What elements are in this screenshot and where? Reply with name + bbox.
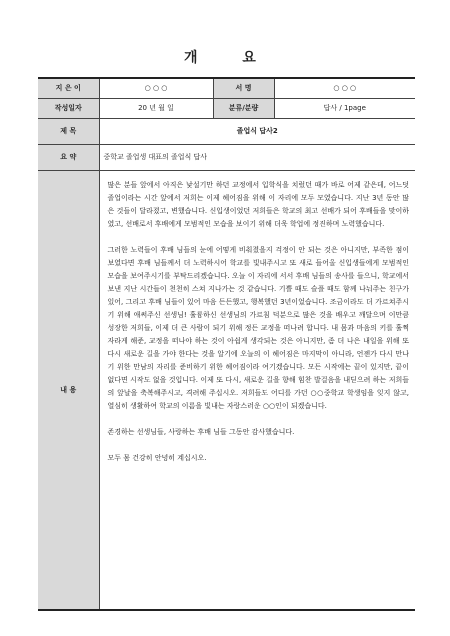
content-paragraph: 그러한 노력들이 후배 님들의 눈에 어떻게 비춰졌을지 걱정이 안 되는 것은 아니지만, 부족한 점이 보였다면 후배 님들께서 더 노력하시어 학교를 빛내주시고 또 새로 들어올 신입생들에게 모범적인 모습을 보여주시기를 부탁드리겠습니다. 오늘 이 자리에 서서 후배 님들의 송사를 들으니, 학교에서 보낸 지난 시간들이 천천히 스쳐 지나가는 것 같습니다. 기쁠 때도 슬플 때도 함께 나눠주는 친구가 있어, 그리고 후배 님들이 있어 마음 든든했고, 행복했던 3년이었습니다. 조금이라도 더 가르쳐주시기 위해 애써주신 선생님! 훌륭하신 선생님의 가르침 덕분으로 많은 것을 배우고 깨달으며 이만큼 성장한 저희들, 이제 더 큰 사람이 되기 위해 정든 교정을 떠나려 합니다. 내 몸과 마음의 키를 훌쩍 자라게 해준, 교정을 떠나야 하는 것이 아쉽게 생각되는 것은 아니지만, 좀 더 나은 내일을 위해 또 다시 새로운 길을 가야 한다는 것을 알기에 오늘의 이 헤어짐은 마지막이 아니라, 언젠가 다시 만나기 위한 만남의 자리를 준비하기 위한 헤어짐이라 여기겠습니다. 모든 시작에는 끝이 있지만, 끝이 없다면 시작도 없을 것입니다. 이제 또 다시, 새로운 길을 향해 힘찬 발걸음을 내딛으려 하는 저희들의 앞날을 축복해주시고, 격려해 주십시오. 저희들도 어디를 가던 ○○중학교 학생임을 잊지 않고, 열심히 생활하여 학교의 이름을 빛내는 자랑스러운 ○○인이 되겠습니다.: [107, 245, 409, 410]
signature-value: ○ ○ ○: [274, 78, 415, 98]
content-label: 내 용: [38, 170, 99, 610]
subject-value: 졸업식 답사2: [99, 118, 415, 144]
summary-value: 중학교 졸업생 대표의 졸업식 답사: [99, 144, 415, 170]
document-title: 개 요: [184, 50, 276, 66]
overview-form: [38, 77, 415, 611]
author-label: 지 은 이: [38, 78, 99, 98]
author-value: ○ ○ ○: [99, 78, 213, 98]
content-paragraph: 모두 몸 건강히 안녕히 계십시오.: [107, 453, 207, 462]
category-label: 분류/분량: [213, 98, 274, 118]
date-label: 작성일자: [38, 98, 99, 118]
subject-label: 제 목: [38, 118, 99, 144]
content-body: [99, 170, 415, 610]
content-paragraph: 많은 분들 앞에서 아직은 낯설기만 하던 교정에서 입학식을 치렀던 때가 바로 어제 같은데, 어느덧 졸업이라는 시간 앞에서 저희는 이제 헤어짐을 위해 이 자리에 모두 모였습니다. 지난 3년 동안 많은 것들이 달라졌고, 변했습니다. 신입생이었던 저희들은 학교의 최고 선배가 되어 후배들을 맞이하였고, 선배로서 후배에게 모범적인 모습을 보이기 위해 더욱 학업에 정진하며 노력했습니다.: [107, 180, 409, 228]
content-paragraph: 존경하는 선생님들, 사랑하는 후배 님들 그동안 감사했습니다.: [107, 427, 295, 436]
summary-label: 요 약: [38, 144, 99, 170]
date-value: 20 년 월 일: [99, 98, 213, 118]
signature-label: 서 명: [213, 78, 274, 98]
category-value: 답사 / 1page: [274, 98, 415, 118]
